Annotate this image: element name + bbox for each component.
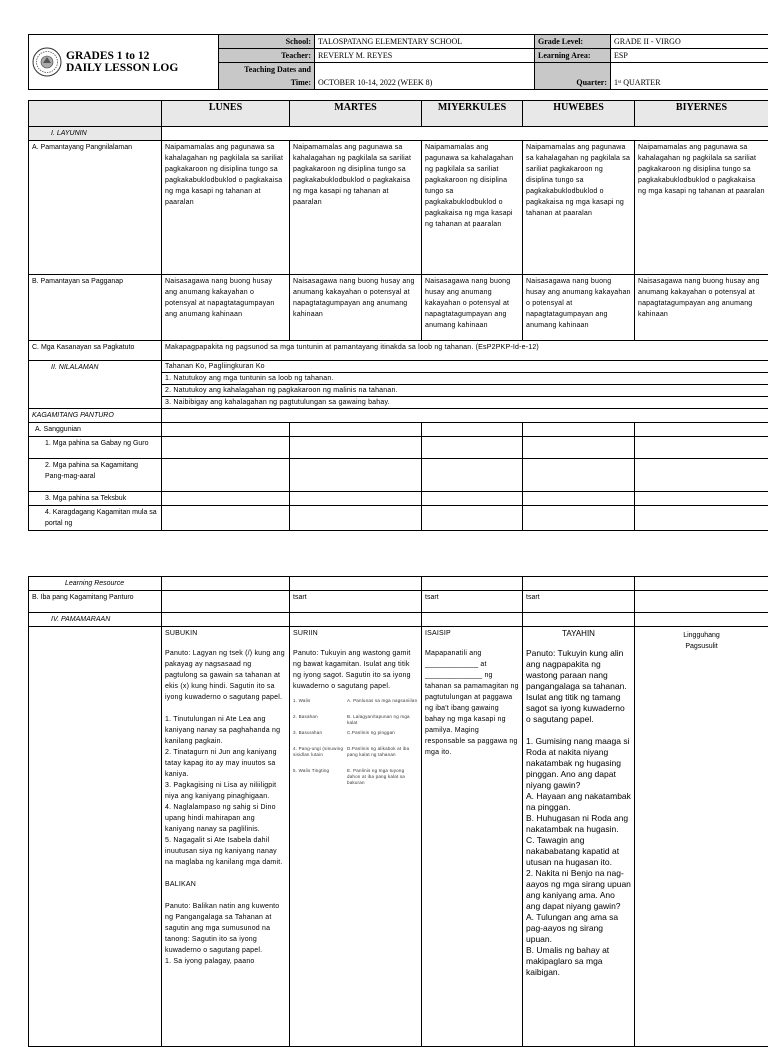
tsart-huwebes: tsart <box>523 591 635 613</box>
area-value: ESP <box>611 49 768 63</box>
a-cell-martes: Naipamamalas ang pagunawa sa kahalagahan ng pagkilala sa sariliat pagkakaroon ng disiplina tungo sa pagkakabuklodbuklod o pagkakaisa ng mga kasapi ng tahanan at paaralan <box>290 141 422 275</box>
suriin-left-column <box>293 698 347 790</box>
deped-seal-icon <box>32 47 62 77</box>
page2-grid <box>28 576 768 1047</box>
suriin-matching <box>293 698 418 790</box>
grade-label: Grade Level: <box>535 35 611 49</box>
header-title-line1: GRADES 1 to 12 <box>66 50 178 62</box>
a-cell-lunes: Naipamamalas ang pagunawa sa kahalagahan ng pagkilala sa sariliat pagkakaroon ng disiplina tungo sa pagkakabuklodbuklod o pagkakaisa ng mga kasapi ng tahanan at paaralan <box>162 141 290 275</box>
subukin-cell <box>162 627 290 1047</box>
sanggunian-item-1: 1. Mga pahina sa Gabay ng Guro <box>29 437 162 459</box>
suriin-left-5: 5. Walis Tingting <box>293 768 347 784</box>
suriin-right-column <box>347 698 418 790</box>
day-header-martes: MARTES <box>290 101 422 127</box>
quarter-value: 1ˢᵗ QUARTER <box>611 63 768 90</box>
lesson-log-page-2 <box>28 576 768 1047</box>
tayahin-cell <box>523 627 635 1047</box>
sanggunian-item-3: 3. Mga pahina sa Teksbuk <box>29 492 162 506</box>
b-cell-miyerkules: Naisasagawa nang buong husay ang anumang kakayahan o potensyal at napagtatagumpayan ang anumang kahinaan <box>422 275 523 341</box>
b-cell-lunes: Naisasagawa nang buong husay ang anumang kakayahan o potensyal at napagtatagumpayan ang anumang kahinaan <box>162 275 290 341</box>
subukin-title: SUBUKIN <box>165 628 286 639</box>
suriin-left-4: 4. Pang-ungi (sinuwing sisidlan lutain <box>293 746 347 768</box>
grade-value: GRADE II - VIRGO <box>611 35 768 49</box>
header-logo-cell <box>29 35 219 90</box>
subukin-text: Panuto: Lagyan ng tsek (/) kung ang pakayag ay nagsasaad ng pagtulong sa gawain sa tahanan at ekis (x) kung hindi. Sagutin ito sa iyong kuwaderno o sagutang papel. 1. Tinutulungan ni Ate Lea ang kaniyang nanay sa paghahanda ng kanilang pagkain. 2. Tinatagurn ni Jun ang kaniyang tatay kapag ito ay may inuutos sa kaniya. 3. Pagkagising ni Lisa ay niliiligpit niya ang kaniyang pinaghigaan. 4. Naglalampaso ng sahig si Dino upang hindi mahirapan ang kaniyang nanay sa paglilinis. 5. Nagagalit si Ate Isabela dahil inuutusan siya ng kaniyang nanay na maglaba ng kanilang mga damit. BALIKAN Panuto: Balikan natin ang kuwento ng Pangangalaga sa Tahanan at sagutin ang mga sumusunod na tanong: Sagutin ito sa iyong kuwaderno o sagutang papel. 1. Sa iyong palagay, paano <box>165 648 286 967</box>
school-value: TALOSPATANG ELEMENTARY SCHOOL <box>315 35 535 49</box>
iba-pang-kagamitan-label: B. Iba pang Kagamitang Panturo <box>29 591 162 613</box>
dates-label-2: Time: <box>219 76 315 90</box>
suriin-text: Panuto: Tukuyin ang wastong gamit ng bawat kagamitan. Isulat ang titik ng iyong sagot. Sagutin ito sa iyong kuwaderno o sagutang papel. <box>293 648 418 692</box>
area-label: Learning Area: <box>535 49 611 63</box>
teacher-label: Teacher: <box>219 49 315 63</box>
suriin-right-a: A. Panlunas sa mga nagsaniilan <box>347 698 418 714</box>
kasanayan-label: C. Mga Kasanayan sa Pagkatuto <box>29 341 162 361</box>
nilalaman-line-0: Tahanan Ko, Pagliingkuran Ko <box>162 361 768 373</box>
day-header-miyerkules: MIYERKULES <box>422 101 523 127</box>
nilalaman-cell <box>162 361 768 409</box>
header-title-line2: DAILY LESSON LOG <box>66 62 178 74</box>
dates-value: OCTOBER 10-14, 2022 (WEEK 8) <box>315 63 535 90</box>
layunin-label: I. LAYUNIN <box>29 127 162 141</box>
suriin-right-b: B. Lalagyan/tapunan ng mga kalat <box>347 714 418 730</box>
teacher-value: REVERLY M. REYES <box>315 49 535 63</box>
dates-label-1: Teaching Dates and <box>219 63 315 77</box>
sanggunian-item-4: 4. Karagdagang Kagamitan mula sa portal ng <box>29 506 162 531</box>
tayahin-text: Panuto: Tukuyin kung alin ang nagpapakita ng wastong paraan nang pangangalaga sa tahanan. Isulat ang titik ng tamang sagot sa iyong kuwaderno o sagutang papel. 1. Gumising nang maaga si Roda at nakita niyang nakatambak ng hugasing pinggan. Ano ang dapat niyang gawin? A. Hayaan ang nakatambak na pinggan. B. Huhugasan ni Roda ang nakatambak na hugasin. C. Tawagin ang nakababatang kapatid at utusan na hugasan ito. 2. Nakita ni Benjo na nag-aayos ng mga sirang upuan ang kaniyang ama. Ano ang dapat niyang gawin? A. Tulungan ang ama sa pag-aayos ng sirang upuan. B. Umalis ng bahay at makipaglaro sa mga kaibigan. <box>526 648 631 978</box>
b-cell-martes: Naisasagawa nang buong husay ang anumang kakayahan o potensyal at napagtatagumpayan ang anumang kahinaan <box>290 275 422 341</box>
tsart-martes: tsart <box>290 591 422 613</box>
day-header-huwebes: HUWEBES <box>523 101 635 127</box>
header-table <box>28 34 768 90</box>
isaisip-text: Mapapanatili ang _____________ at ______________ ng tahanan sa pamamagitan ng pagtutulungan at paggawa ng iba't ibang gawaing bahay ng mga kasapi ng pamilya. Maging responsable sa paggawa ng mga ito. <box>425 648 519 758</box>
pamamaraan-label: IV. PAMAMARAAN <box>29 613 162 627</box>
suriin-right-e: E. Panlinis ng mga tuyong dahon at iba pang kalat sa bakuran <box>347 768 418 790</box>
suriin-left-2: 2. Basahan <box>293 714 347 730</box>
b-cell-biyernes: Naisasagawa nang buong husay ang anumang kakayahan o potensyal at napagtatagumpayan ang anumang kahinaan <box>635 275 768 341</box>
learning-resource-label: Learning Resource <box>29 577 162 591</box>
a-cell-biyernes: Naipamamalas ang pagunawa sa kahalagahan ng pagkilala sa sariliat pagkakaroon ng disiplina tungo sa pagkakabuklodbuklod o pagkakaisa ng mga kasapi ng tahanan at paaralan <box>635 141 768 275</box>
day-header-lunes: LUNES <box>162 101 290 127</box>
sanggunian-label: A. Sanggunian <box>29 423 162 437</box>
lingguhang-pagsusulit-title: Lingguhang Pagsusulit <box>680 630 724 652</box>
kasanayan-text: Makapagpapakita ng pagsunod sa mga tuntunin at pamantayang itinakda sa loob ng tahanan. (EsP2PKP-Id-e-12) <box>162 341 768 361</box>
a-cell-miyerkules: Naipamamalas ang pagunawa sa kahalagahan ng pagkilala sa sariliat pagkakaroon ng disiplina tungo sa pagkakabuklodbuklod o pagkakaisa ng mga kasapi ng tahanan at paaralan <box>422 141 523 275</box>
lesson-grid <box>28 100 768 531</box>
tsart-miyerkules: tsart <box>422 591 523 613</box>
pamantayan-sa-pagganap-label: B. Pamantayan sa Pagganap <box>29 275 162 341</box>
nilalaman-line-2: 2. Natutukoy ang kahalagahan ng pagkakaroon ng malinis na tahanan. <box>162 385 768 397</box>
b-cell-huwebes: Naisasagawa nang buong husay ang anumang kakayahan o potensyal at napagtatagumpayan ang anumang kahinaan <box>523 275 635 341</box>
sanggunian-item-2: 2. Mga pahina sa Kagamitang Pang-mag-aaral <box>29 459 162 492</box>
isaisip-cell <box>422 627 523 1047</box>
school-label: School: <box>219 35 315 49</box>
lesson-log-page-1 <box>28 34 768 531</box>
tayahin-title: TAYAHIN <box>526 628 631 639</box>
nilalaman-label: II. NILALAMAN <box>29 361 162 409</box>
suriin-cell <box>290 627 422 1047</box>
grid-corner <box>29 101 162 127</box>
page2-empty-label-cell <box>29 627 162 1047</box>
a-cell-huwebes: Naipamamalas ang pagunawa sa kahalagahan ng pagkilala sa sariliat pagkakaroon ng disiplina tungo sa pagkakabuklodbuklod o pagkakaisa ng mga kasapi ng tahanan at paaralan <box>523 141 635 275</box>
suriin-right-c: C.Panlinis ng pinggan <box>347 730 418 746</box>
suriin-left-3: 3. Basurahan <box>293 730 347 746</box>
lingguhang-pagsusulit-cell <box>635 627 768 1047</box>
nilalaman-line-3: 3. Naibibigay ang kahalagahan ng pagtutulungan sa gawaing bahay. <box>162 397 768 408</box>
suriin-left-1: 1. Walis <box>293 698 347 714</box>
pamantayang-pangnilalaman-label: A. Pamantayang Pangnilalaman <box>29 141 162 275</box>
quarter-label: Quarter: <box>535 63 611 90</box>
suriin-right-d: D.Panlinis ng alikabok at iba pang kalat ng tahanan <box>347 746 418 768</box>
day-header-biyernes: BIYERNES <box>635 101 768 127</box>
nilalaman-line-1: 1. Natutukoy ang mga tuntunin sa loob ng tahanan. <box>162 373 768 385</box>
kagamitang-panturo-label: KAGAMITANG PANTURO <box>29 409 162 423</box>
isaisip-title: ISAISIP <box>425 628 519 639</box>
suriin-title: SURIIN <box>293 628 418 639</box>
